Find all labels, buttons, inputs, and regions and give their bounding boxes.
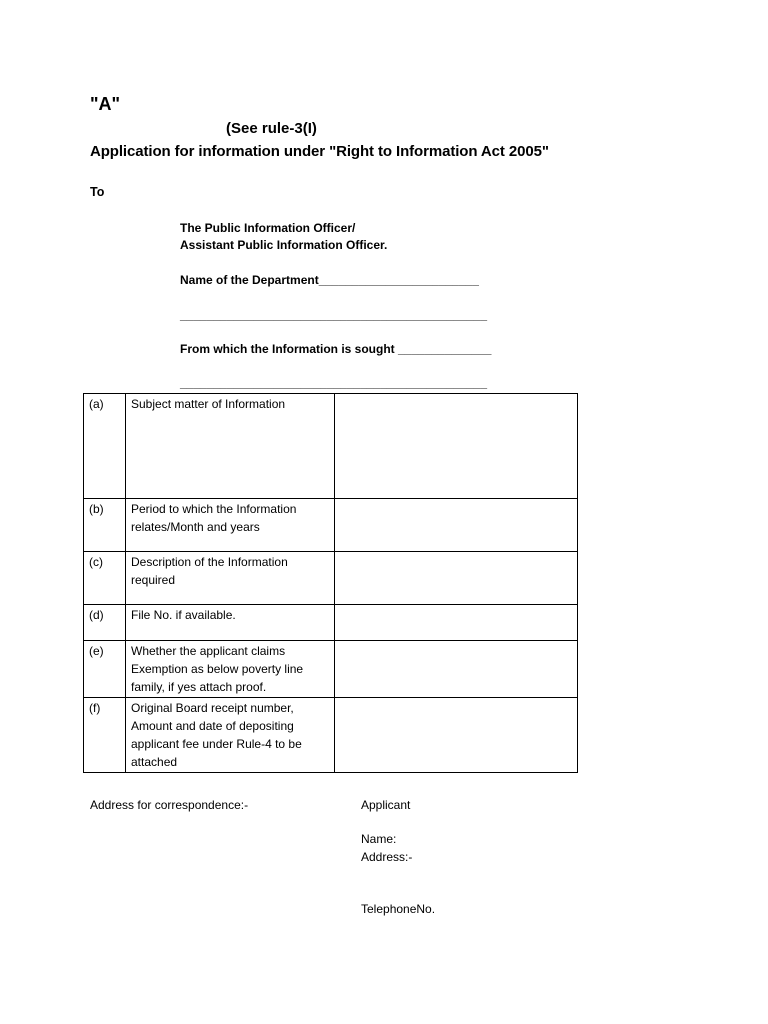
row-description: Original Board receipt number, Amount and date of depositing applicant fee under Rule-4 to be attached (126, 698, 335, 773)
table-row (84, 698, 578, 773)
applicant-address-label: Address:- (361, 850, 413, 864)
row-value-cell[interactable] (335, 641, 578, 698)
table-row (84, 552, 578, 605)
document-title: Application for information under "Right to Information Act 2005" (90, 143, 549, 160)
row-value-cell[interactable] (335, 394, 578, 499)
rule-reference: (See rule-3(I) (226, 120, 317, 137)
row-label: (e) (84, 641, 126, 698)
row-description: Period to which the Information relates/Month and years (126, 499, 335, 552)
row-description: Description of the Information required (126, 552, 335, 605)
row-label: (f) (84, 698, 126, 773)
row-description: Subject matter of Information (126, 394, 335, 499)
applicant-name-label: Name: (361, 832, 397, 846)
row-value-cell[interactable] (335, 499, 578, 552)
table-row (84, 394, 578, 499)
applicant-label: Applicant (361, 798, 411, 812)
department-name-field[interactable]: Name of the Department________________________ (180, 273, 479, 287)
table-row (84, 605, 578, 641)
row-label: (a) (84, 394, 126, 499)
to-label: To (90, 185, 105, 199)
row-description: Whether the applicant claims Exemption as below poverty line family, if yes attach proof. (126, 641, 335, 698)
row-label: (c) (84, 552, 126, 605)
row-value-cell[interactable] (335, 605, 578, 641)
recipient-line-2: Assistant Public Information Officer. (180, 238, 388, 252)
form-code: "A" (90, 94, 121, 114)
row-value-cell[interactable] (335, 552, 578, 605)
table-row (84, 641, 578, 698)
department-blank-line[interactable]: ______________________________________________ (180, 308, 487, 322)
information-sought-blank-line[interactable]: ______________________________________________ (180, 376, 487, 390)
applicant-telephone-label: TelephoneNo. (361, 902, 436, 916)
row-value-cell[interactable] (335, 698, 578, 773)
row-label: (b) (84, 499, 126, 552)
information-table (83, 393, 578, 773)
recipient-line-1: The Public Information Officer/ (180, 221, 356, 235)
row-label: (d) (84, 605, 126, 641)
address-for-correspondence-label: Address for correspondence:- (90, 798, 249, 812)
row-description: File No. if available. (126, 605, 335, 641)
information-sought-field[interactable]: From which the Information is sought ______________ (180, 342, 492, 356)
table-row (84, 499, 578, 552)
